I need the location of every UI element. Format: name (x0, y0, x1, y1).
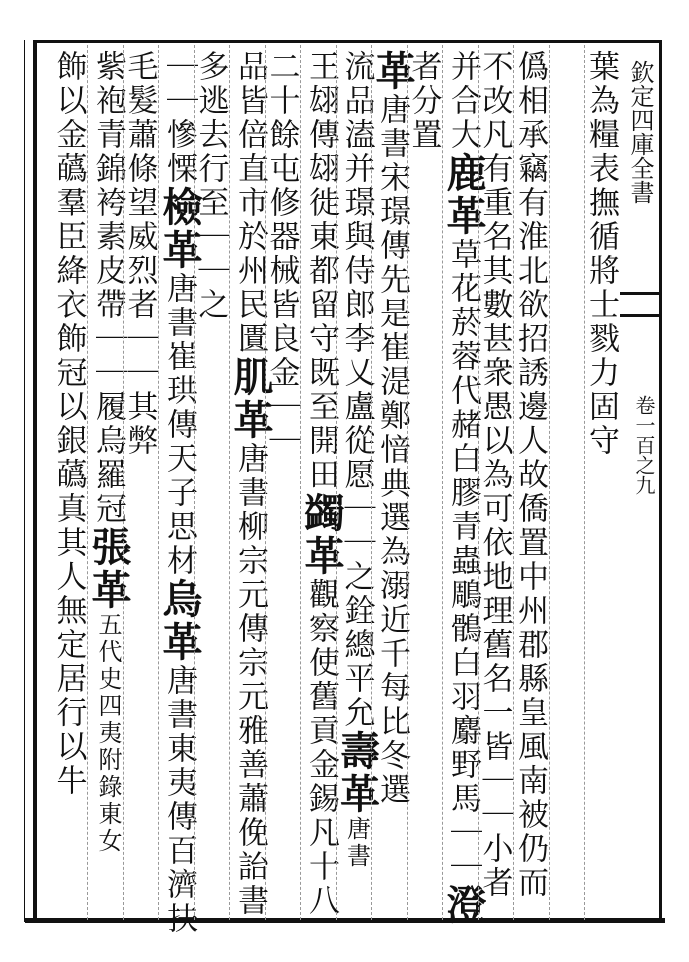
border-top (35, 40, 660, 43)
text-segment: 觀察使舊貢金錫凡十八 (303, 578, 339, 918)
text-column (405, 50, 442, 920)
text-segment: 望威烈者｜｜其弊 (121, 186, 158, 458)
entry-heading: 檢革 (156, 186, 203, 272)
text-column (192, 50, 229, 920)
column-rule (513, 45, 515, 920)
text-segment: 多逃去行至｜｜之 (192, 50, 229, 322)
entry-heading: 壽革 (333, 730, 381, 816)
column-rule (123, 45, 125, 920)
entry-heading: 蠲革 (298, 492, 345, 578)
text-segment: 真其人無定居行以牛 (50, 492, 87, 798)
text-segment: 五代史四夷附錄東女 (94, 612, 122, 855)
margin-rule-top (620, 292, 660, 295)
text-segment: 品皆倍直市於州民匱 (232, 50, 268, 356)
text-column (263, 50, 300, 920)
margin-rule-mid (620, 314, 660, 317)
column-rule (407, 45, 409, 920)
margin-volume: 卷一百之九 (632, 395, 656, 495)
text-segment: 唐書東夷傳百濟扶 (161, 664, 197, 936)
text-column (512, 50, 548, 920)
text-segment: 流品溘并璟與侍郎李乂盧從愿｜｜之銓總平允 (338, 50, 375, 730)
text-segment: 并合大 (445, 50, 481, 152)
text-segment: 飾以金蘤羣臣絳衣飾冠以銀蘤 (50, 50, 87, 492)
entry-heading: 烏革 (156, 578, 203, 664)
column-rule (194, 45, 196, 920)
margin-title: 欽定四庫全書 (626, 60, 654, 204)
column-rule (229, 45, 231, 920)
column-rule (336, 45, 338, 920)
text-segment: 唐書 (342, 816, 371, 870)
column-rule (158, 45, 160, 920)
border-outer-left (24, 40, 25, 922)
text-segment: 唐書崔珙傳天子思材 (161, 272, 197, 578)
border-right (659, 40, 662, 922)
text-column (50, 50, 87, 920)
entry-heading: 革 (369, 50, 416, 93)
text-column (583, 50, 619, 920)
text-segment: 僞相承竊有淮北欲招誘邊人故僑置中州郡縣皇風南被仍而 (512, 50, 548, 900)
column-rule (549, 45, 551, 920)
column-rule (300, 45, 302, 920)
text-segment: 草花菸蓉代赭白膠青蟲鵰鶻白羽麝野馬｜｜ (445, 238, 481, 884)
column-rule (478, 45, 480, 920)
column-rule (87, 45, 89, 920)
column-rule (371, 45, 373, 920)
column-rule (584, 45, 586, 920)
text-segment: 者分置 (405, 50, 442, 152)
border-left (33, 40, 37, 922)
text-segment: 王翃傳翃徙東都留守既至開田 (303, 50, 339, 492)
text-segment: 紫袍青錦袴素皮帶｜｜履烏羅冠 (90, 50, 126, 526)
text-segment: 二十餘屯修器械皆良金｜｜ (263, 50, 300, 458)
text-column (121, 50, 158, 920)
text-segment: 唐書宋璟傳先是崔湜鄭愔典選為溺近千每比冬選 (374, 93, 410, 807)
text-segment: ｜｜慘慄 (161, 50, 197, 186)
text-segment: 葉為糧表撫循將士戮力固守 (583, 50, 619, 458)
entry-heading: 澄 (440, 884, 487, 927)
entry-heading: 鹿革 (440, 152, 487, 238)
column-rule (265, 45, 267, 920)
entry-heading: 肌革 (227, 356, 274, 442)
column-rule (442, 45, 444, 920)
entry-heading: 張革 (85, 526, 132, 612)
text-segment: 毛髮蕭條 (121, 50, 158, 186)
text-segment: 不改凡有重名其數甚衆愚以為可依地理舊名一皆｜｜小者 (476, 50, 513, 900)
text-segment: 唐書柳宗元傳宗元雅善蕭俛詒書 (232, 442, 268, 918)
